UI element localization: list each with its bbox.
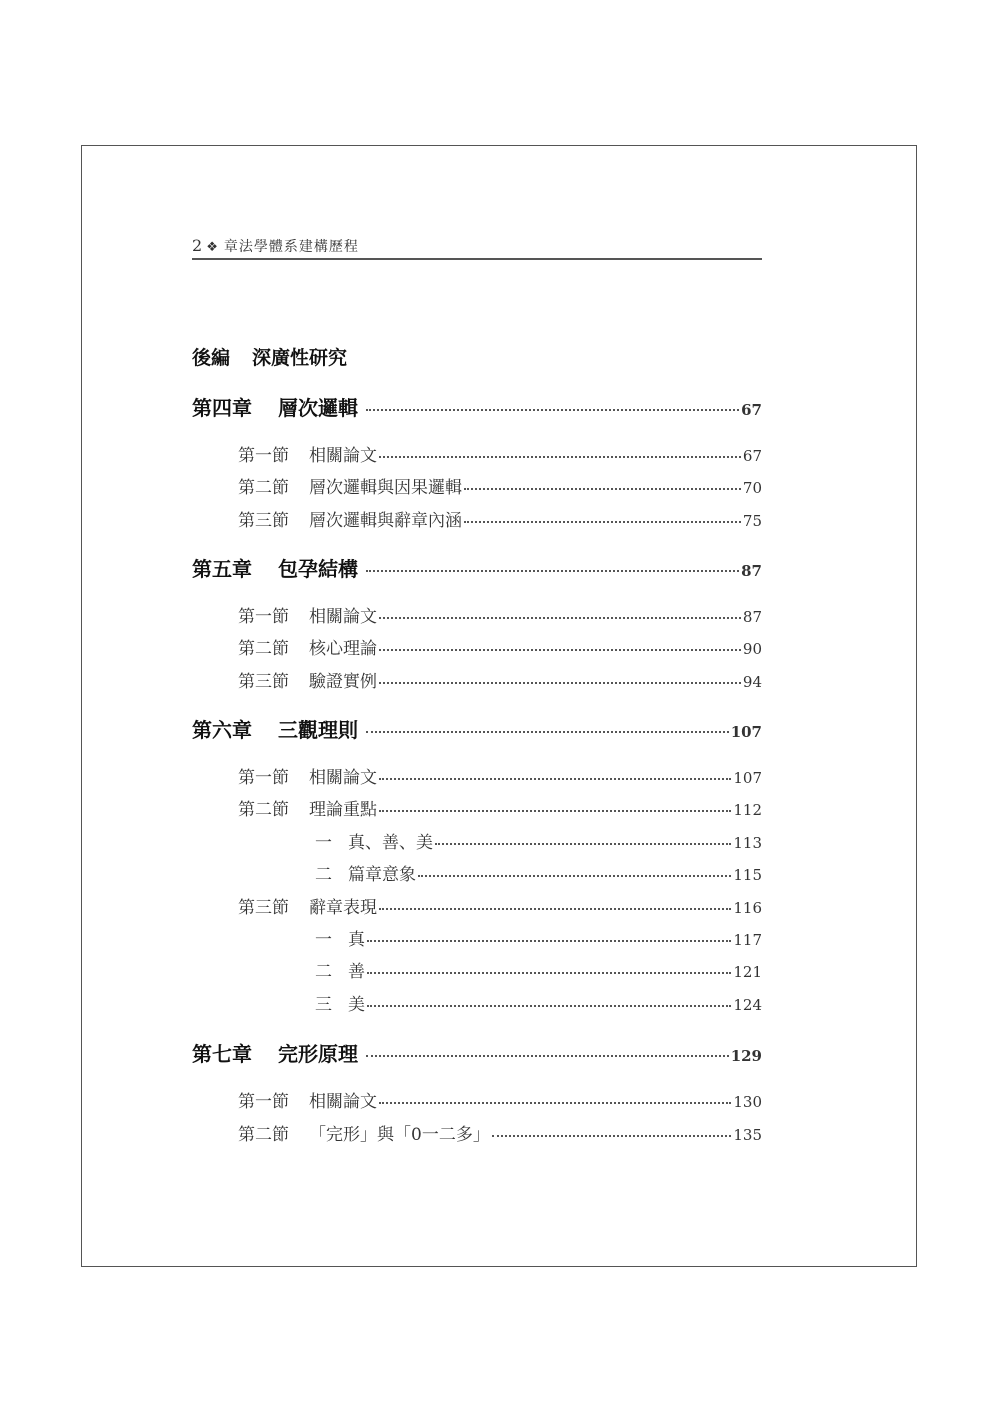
toc-label: 三 [315, 995, 332, 1015]
toc-section[interactable] [238, 893, 762, 918]
toc-label: 二 [315, 962, 332, 982]
toc-section[interactable] [238, 473, 762, 498]
toc-page-number: 116 [733, 899, 762, 917]
toc-chapter[interactable] [192, 553, 762, 582]
toc-label: 第一節 [238, 607, 289, 627]
toc-page-number: 67 [742, 447, 762, 465]
toc-page-number: 115 [733, 866, 762, 884]
toc-page-number: 113 [733, 834, 762, 852]
toc-section[interactable] [238, 795, 762, 820]
toc-label: 一 [315, 930, 332, 950]
toc-title: 層次邏輯與辭章內涵 [309, 511, 462, 531]
toc-section[interactable] [238, 1087, 762, 1112]
toc-label: 第一節 [238, 768, 289, 788]
toc-page-number: 121 [733, 963, 762, 981]
dot-leader [367, 972, 731, 974]
header-rule [192, 258, 762, 260]
part-name: 深廣性研究 [252, 347, 348, 369]
toc-title: 相關論文 [309, 1092, 377, 1112]
toc-label: 第六章 [192, 718, 252, 742]
toc-section[interactable] [238, 441, 762, 466]
dot-leader [492, 1135, 732, 1137]
toc-page-number: 112 [733, 801, 762, 819]
toc-page-number: 87 [741, 562, 762, 580]
toc-page-number: 124 [733, 996, 762, 1014]
dot-leader [366, 409, 739, 411]
toc-title: 相關論文 [309, 446, 377, 466]
toc-title: 包孕結構 [278, 557, 358, 581]
toc-page-number: 70 [742, 479, 762, 497]
toc-title: 相關論文 [309, 768, 377, 788]
toc-section[interactable] [238, 1120, 762, 1145]
part-title [192, 343, 347, 370]
toc-page-number: 129 [730, 1047, 762, 1065]
toc-title: 核心理論 [309, 639, 377, 659]
toc-section[interactable] [238, 763, 762, 788]
dot-leader [379, 908, 731, 910]
dot-leader [379, 1102, 731, 1104]
toc-label: 第三節 [238, 898, 289, 918]
toc-label: 第七章 [192, 1042, 252, 1066]
dot-leader [367, 940, 731, 942]
toc-page-number: 94 [742, 673, 762, 691]
toc-title: 層次邏輯與因果邏輯 [309, 478, 462, 498]
toc-title: 善 [348, 962, 365, 982]
toc-title: 完形原理 [278, 1042, 358, 1066]
dot-leader [366, 1055, 729, 1057]
toc-title: 美 [348, 995, 365, 1015]
toc-label: 第二節 [238, 1125, 289, 1145]
toc-chapter[interactable] [192, 1038, 762, 1067]
toc-section[interactable] [238, 506, 762, 531]
dot-leader [366, 570, 739, 572]
running-head-book-title: 章法學體系建構歷程 [223, 239, 359, 255]
toc-label: 第二節 [238, 639, 289, 659]
part-label: 後編 [192, 347, 231, 369]
toc-label: 二 [315, 865, 332, 885]
toc-section[interactable] [238, 634, 762, 659]
toc-title: 「完形」與「0一二多」 [309, 1125, 490, 1145]
dot-leader [379, 617, 741, 619]
toc-chapter[interactable] [192, 392, 762, 421]
toc-subsection[interactable] [315, 990, 762, 1015]
dot-leader [366, 731, 729, 733]
toc-subsection[interactable] [315, 925, 762, 950]
toc-page-number: 67 [741, 401, 762, 419]
toc-subsection[interactable] [315, 957, 762, 982]
dot-leader [367, 1005, 731, 1007]
toc-chapter[interactable] [192, 714, 762, 743]
toc-subsection[interactable] [315, 828, 762, 853]
toc-title: 辭章表現 [309, 898, 377, 918]
toc-label: 第三節 [238, 511, 289, 531]
dot-leader [379, 778, 731, 780]
dot-leader [418, 875, 731, 877]
toc-page-number: 90 [742, 640, 762, 658]
toc-title: 理論重點 [309, 800, 377, 820]
toc-title: 真、善、美 [348, 833, 433, 853]
toc-page-number: 87 [742, 608, 762, 626]
toc-page-number: 135 [733, 1126, 762, 1144]
toc-subsection[interactable] [315, 860, 762, 885]
toc-label: 第二節 [238, 478, 289, 498]
dot-leader [464, 488, 741, 490]
toc-page-number: 107 [733, 769, 762, 787]
running-head [192, 236, 762, 258]
toc-section[interactable] [238, 667, 762, 692]
toc-label: 第一節 [238, 1092, 289, 1112]
toc-title: 驗證實例 [309, 672, 377, 692]
dot-leader [435, 843, 731, 845]
toc-title: 層次邏輯 [278, 396, 358, 420]
toc-label: 一 [315, 833, 332, 853]
toc-label: 第三節 [238, 672, 289, 692]
dot-leader [379, 682, 741, 684]
toc-label: 第五章 [192, 557, 252, 581]
dot-leader [379, 810, 731, 812]
toc-page-number: 117 [733, 931, 762, 949]
toc-page-number: 107 [730, 723, 762, 741]
toc-title: 相關論文 [309, 607, 377, 627]
running-head-page-number: 2 [192, 236, 203, 255]
toc-label: 第二節 [238, 800, 289, 820]
toc-page-number: 75 [742, 512, 762, 530]
toc-page-number: 130 [733, 1093, 762, 1111]
toc-label: 第一節 [238, 446, 289, 466]
toc-section[interactable] [238, 602, 762, 627]
dot-leader [379, 456, 741, 458]
toc-title: 三觀理則 [278, 718, 358, 742]
dot-leader [379, 649, 741, 651]
dot-leader [464, 521, 741, 523]
toc-title: 篇章意象 [348, 865, 416, 885]
ornament-icon: ❖ [206, 240, 218, 255]
toc-title: 真 [348, 930, 365, 950]
toc-label: 第四章 [192, 396, 252, 420]
